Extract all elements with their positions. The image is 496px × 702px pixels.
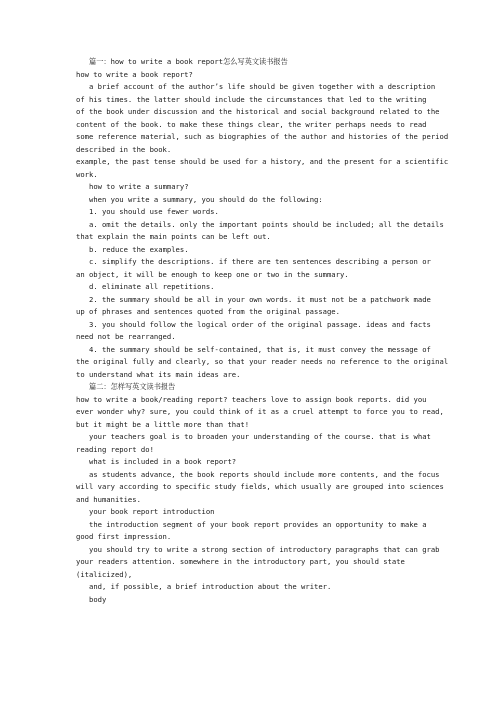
text-line: (italicized), [76,569,133,579]
text-line: reading report do! [76,444,154,454]
text-line: of the book under discussion and the historical and social background related to the [76,107,440,116]
text-line: the introduction segment of your book report provides an opportunity to make a [89,519,427,529]
text-line: 4. the summary should be self-contained, that is, it must convey the message of [89,344,431,354]
text-line: and, if possible, a brief introduction about the writer. [89,582,332,591]
text-line: your book report introduction [89,507,215,516]
text-line: an object, it will be enough to keep one or two in the summary. [76,269,349,279]
text-line: the original fully and clearly, so that your reader needs no reference to the original [76,357,449,366]
text-line: ever wonder why? sure, you could think of it as a cruel attempt to force you to read, [76,407,444,416]
text-line: some reference material, such as biographies of the author and histories of the period [76,132,449,141]
text-line: to understand what its main ideas are. [76,369,241,379]
text-line: your readers attention. somewhere in the introductory part, you should state [76,557,405,566]
text-line: of his times. the latter should include the circumstances that led to the writing [76,94,427,104]
text-line: body [89,594,107,604]
text-line: you should try to write a strong section of introductory paragraphs that can grab [89,544,440,554]
text-line: what is included in a book report? [89,457,237,466]
text-line: good first impression. [76,532,172,541]
text-line: need not be rearranged. [76,332,176,341]
text-line: example, the past tense should be used for a history, and the present for a scientific [76,157,449,166]
text-line: that explain the main points can be left out. [76,232,271,241]
text-line: up of phrases and sentences quoted from the original passage. [76,307,340,316]
text-line: b. reduce the examples. [89,244,189,254]
text-line: a brief account of the author’s life should be given together with a description [89,82,436,91]
text-line: when you write a summary, you should do the following: [89,194,323,204]
text-line: how to write a summary? [89,182,189,191]
text-line: d. eliminate all repetitions. [89,282,215,291]
text-line: work. [76,169,98,179]
text-line: described in the book. [76,144,172,154]
section-heading: 篇一：how to write a book report怎么写英文读书报告 [89,57,288,66]
text-line: how to write a book/reading report? teachers love to assign book reports. did you [76,394,427,404]
text-line: and humanities. [76,494,141,504]
text-line: how to write a book report? [76,69,193,79]
text-line: 3. you should follow the logical order of the original passage. ideas and facts [89,319,431,329]
text-line: as students advance, the book reports should include more contents, and the focus [89,469,440,479]
text-line: a. omit the details. only the important points should be included; all the details [89,219,444,229]
text-line: c. simplify the descriptions. if there are ten sentences describing a person or [89,257,431,266]
text-line: your teachers goal is to broaden your understanding of the course. that is what [89,432,431,441]
text-line: content of the book. to make these things clear, the writer perhaps needs to read [76,119,427,129]
text-line: 2. the summary should be all in your own words. it must not be a patchwork made [89,294,431,304]
text-line: will vary according to specific study fields, which usually are grouped into sciences [76,482,444,491]
text-line: 1. you should use fewer words. [89,207,219,216]
text-line: but it might be a little more than that! [76,419,250,429]
document-body [76,56,453,606]
section-heading: 篇二：怎样写英文读书报告 [89,382,176,391]
